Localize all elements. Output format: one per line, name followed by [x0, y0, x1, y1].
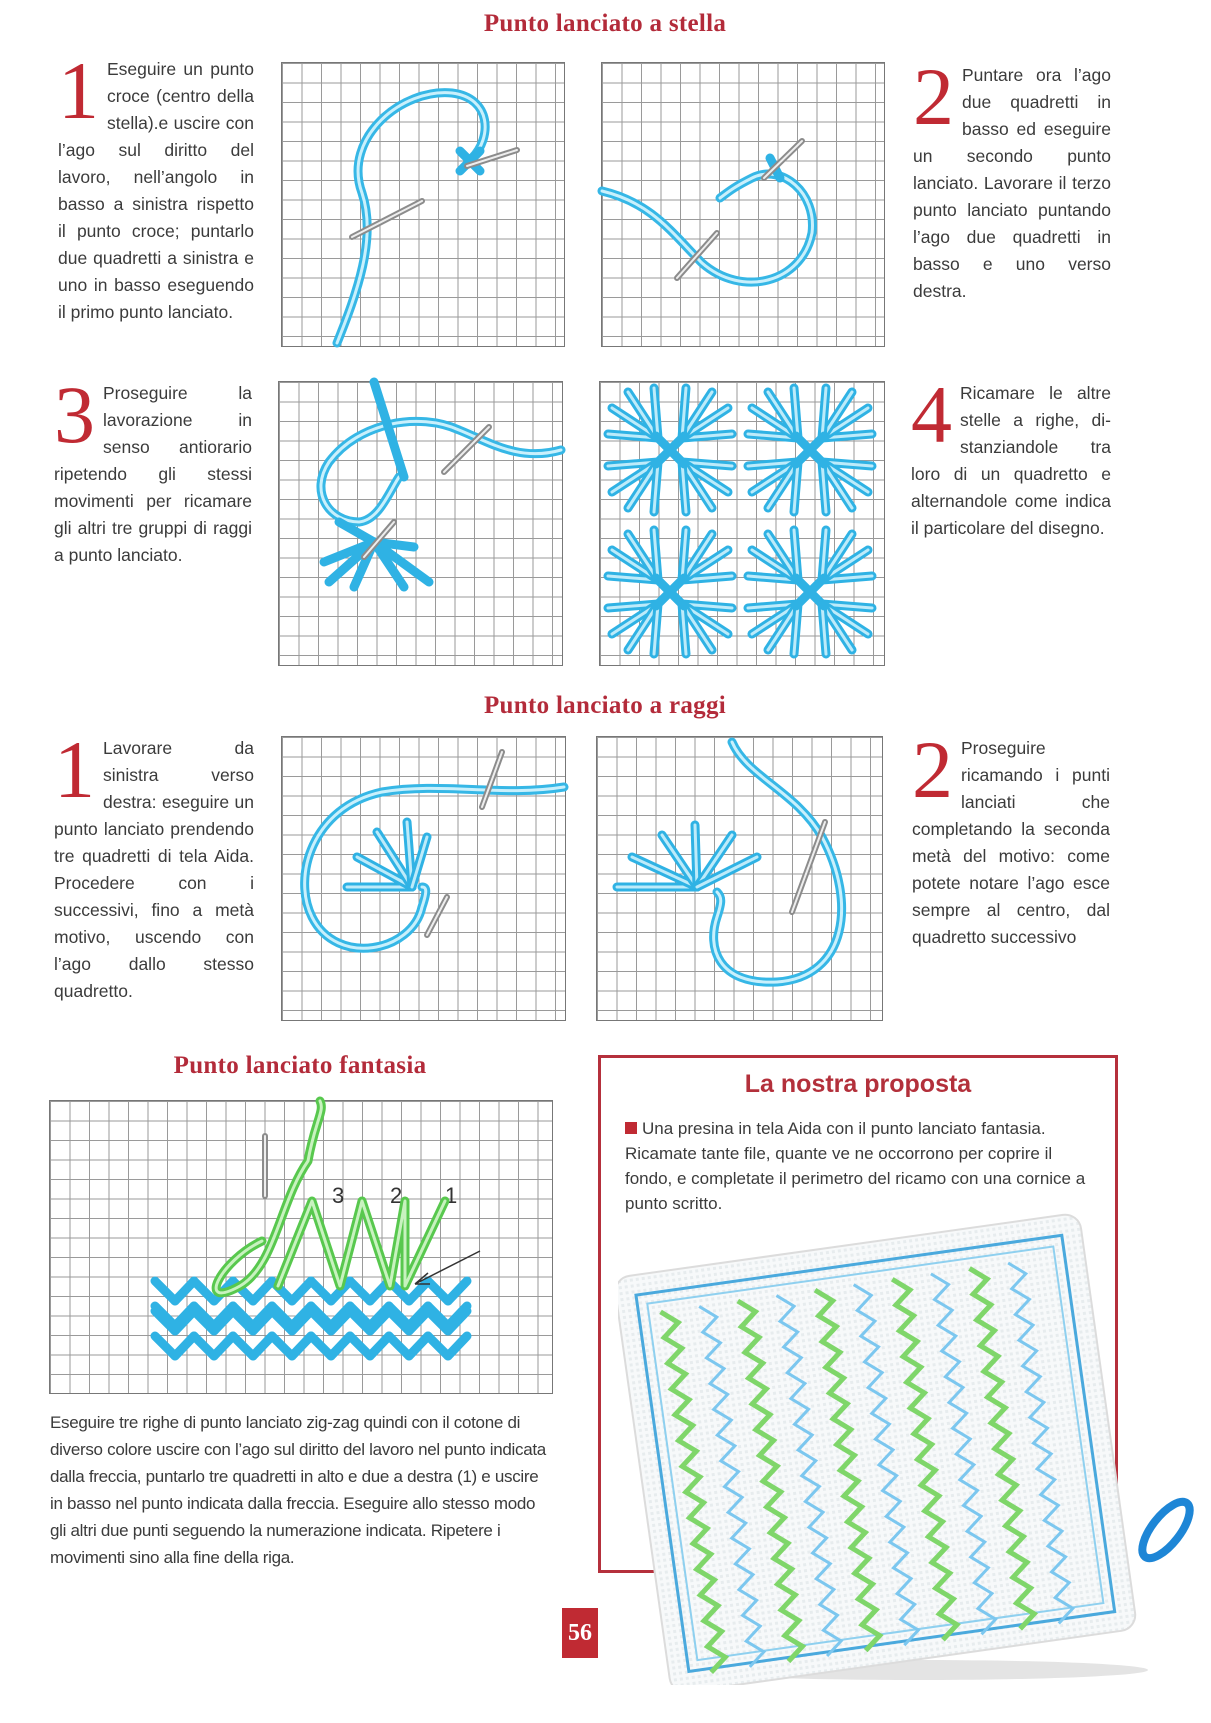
section-title-stella: Punto lanciato a stella [483, 10, 727, 37]
star-rays [324, 382, 429, 587]
page-number: 56 [562, 1608, 598, 1658]
section-title-fantasia: Punto lanciato fantasia [173, 1052, 427, 1079]
stitch-label-2: 2 [390, 1183, 403, 1208]
step-text: Proseguire ricamando i punti lanciati che completando la seconda metà del motivo: come potete notare l’ago esce sempre al centro, dal quadretto successivo [912, 738, 1110, 947]
proposal-title: La nostra proposta [744, 1070, 972, 1098]
thread-illustration [282, 737, 565, 1020]
stella-diagram-1 [281, 62, 565, 347]
stella-diagram-4 [599, 381, 885, 666]
step-number: 2 [912, 724, 953, 815]
stella-step-1 [58, 45, 254, 326]
step-text: Proseguire la lavorazione in senso antiorario ripetendo gli stessi movimenti per ricamare gli altri tre gruppi di raggi a punto lanciato. [54, 383, 252, 565]
zigzag-illustration [50, 1101, 552, 1393]
thread-illustration [602, 63, 884, 346]
star-motif [748, 388, 872, 512]
thread-illustration [597, 737, 882, 1020]
step-number: 3 [54, 369, 95, 460]
stitch-label-1: 1 [445, 1183, 458, 1208]
raggi-step-2 [912, 724, 1110, 951]
stitch-label-3: 3 [332, 1183, 345, 1208]
hanging-loop [1134, 1495, 1198, 1566]
step-text: Ricamare le altre stelle a righe, di-stanziandole tra loro di un quadretto e alternandole come indica il particolare del disegno. [911, 383, 1111, 538]
fantasia-diagram [49, 1100, 553, 1394]
thread-illustration [282, 63, 564, 346]
step-number: 2 [913, 51, 954, 142]
bullet-square [625, 1122, 637, 1134]
stella-step-3 [54, 369, 252, 569]
star-motif [608, 530, 732, 654]
step-number: 1 [58, 45, 99, 136]
step-number: 1 [54, 724, 95, 815]
stars-pattern [600, 382, 884, 665]
raggi-step-1 [54, 724, 254, 1005]
stella-step-4 [911, 369, 1111, 542]
raggi-diagram-2 [596, 736, 883, 1021]
potholder-photo [618, 1195, 1208, 1685]
green-thread [216, 1101, 321, 1293]
star-motif [748, 530, 872, 654]
section-title-raggi: Punto lanciato a raggi [483, 692, 726, 719]
fantasia-caption: Eseguire tre righe di punto lanciato zig-zag quindi con il cotone di diverso colore uscire con l’ago sul diritto del lavoro nel punto indicata dalla freccia, puntarlo tre quadretti in alto e due a destra (1) e uscire in basso nel punto indicata dalla freccia. Eseguire allo stesso modo gli altri due punti seguendo la numerazione indicata. Ripetere i movimenti sino alla fine della riga. [50, 1413, 546, 1567]
zigzag-stitch [448, 1281, 467, 1301]
step-text: Eseguire un punto croce (centro della stella).e uscire con l’ago sul diritto del lavoro, nell’angolo in basso a sinistra rispetto il punto croce; puntarlo due quadretti a sinistra e uno in basso eseguendo il primo punto lanciato. [58, 59, 254, 322]
step-number: 4 [911, 369, 952, 460]
star-motif [608, 388, 732, 512]
stella-step-2 [913, 51, 1111, 305]
step-text: Puntare ora l’ago due quadretti in basso ed eseguire un secondo punto lanciato. Lavorare il terzo punto lanciato puntando l’ago due quadretti in basso e uno verso destra. [913, 65, 1111, 301]
zigzag-stitch [448, 1336, 467, 1356]
thread-illustration [279, 382, 562, 665]
stella-diagram-3 [278, 381, 563, 666]
green-zigzag [278, 1201, 445, 1286]
step-text: Lavorare da sinistra verso destra: eseguire un punto lanciato prendendo tre quadretti di tela Aida. Procedere con i successivi, fino a metà motivo, uscendo con l’ago dallo stesso quadretto. [54, 738, 254, 1001]
proposal-body: Una presina in tela Aida con il punto lanciato fantasia. Ricamate tante file, quante ve ne occorrono per coprire il fondo, e completate il perimetro del ricamo con una cornice a punto scritto. [625, 1119, 1086, 1213]
raggi-diagram-1 [281, 736, 566, 1021]
stella-diagram-2 [601, 62, 885, 347]
